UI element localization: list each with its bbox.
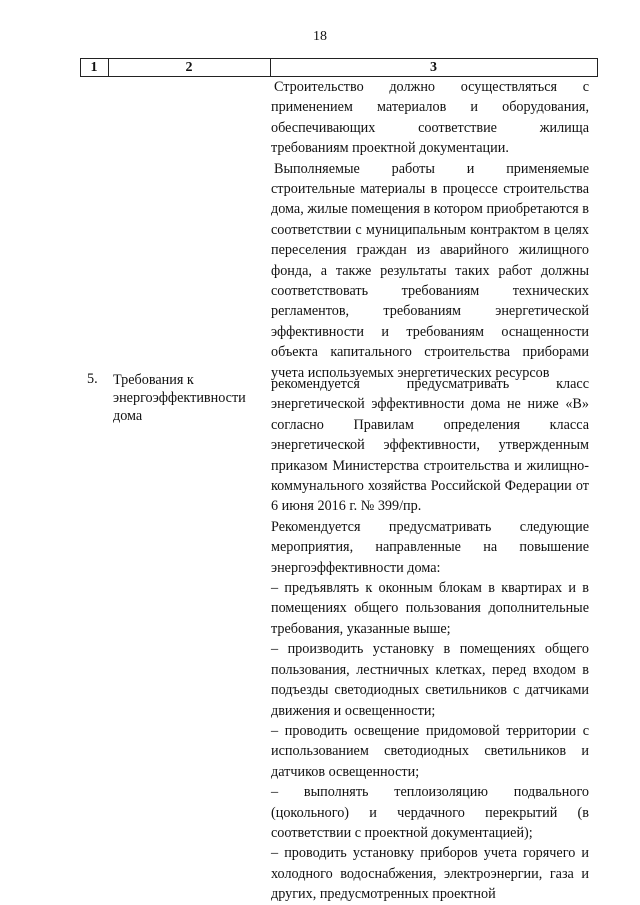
header-col-2: 2 bbox=[185, 60, 193, 75]
page-number: 18 bbox=[313, 29, 327, 44]
list-item: – производить установку в помещениях общего пользования, лестничных клетках, перед входом в подъезды светодиодных светильников с датчиками движения и освещенности; bbox=[271, 641, 589, 719]
list-item: – предъявлять к оконным блокам в квартирах и в помещениях общего пользования дополнительные требования, указанные выше; bbox=[271, 580, 589, 637]
paragraph: рекомендуется предусматривать класс энергетической эффективности дома не ниже «В» согласно Правилам определения класса энергетической эффективности, утвержденным приказом Министерства строительства и жилищно-коммунального хозяйства Российской Федерации от 6 июня 2016 г. № 399/пр. bbox=[271, 376, 589, 515]
paragraph: Рекомендуется предусматривать следующие мероприятия, направленные на повышение энергоэффективности дома: bbox=[271, 518, 589, 576]
list-item: – проводить освещение придомовой территории с использованием светодиодных светильников и датчиков освещенности; bbox=[271, 722, 589, 780]
energy-efficiency-cell bbox=[271, 374, 589, 905]
row-name: Требования к энергоэффективности дома bbox=[113, 372, 246, 424]
list-item: – проводить установку приборов учета горячего и холодного водоснабжения, электроэнергии, газа и других, предусмотренных проектной bbox=[271, 845, 589, 903]
table-header bbox=[80, 58, 598, 77]
continued-requirements-cell bbox=[271, 77, 589, 383]
row-number: 5. bbox=[87, 371, 98, 387]
header-col-1: 1 bbox=[90, 60, 98, 75]
header-col-3: 3 bbox=[430, 60, 437, 75]
paragraph: Строительство должно осуществляться с применением материалов и оборудования, обеспечивающих соответствие жилища требованиям проектной документации. bbox=[271, 79, 589, 157]
paragraph: Выполняемые работы и применяемые строительные материалы в процессе строительства дома, жилые помещения в котором приобретаются в соответствии с муниципальным контрактом в целях переселения граждан из аварийного жилищного фонда, а также результаты таких работ должны соответствовать требованиям технических регламентов, требованиям энергетической эффективности и требованиям оснащенности объекта капитального строительства приборами учета используемых энергетических ресурсов bbox=[271, 160, 589, 381]
list-item: – выполнять теплоизоляцию подвального (цокольного) и чердачного перекрытий (в соответствии с проектной документацией); bbox=[271, 784, 589, 841]
